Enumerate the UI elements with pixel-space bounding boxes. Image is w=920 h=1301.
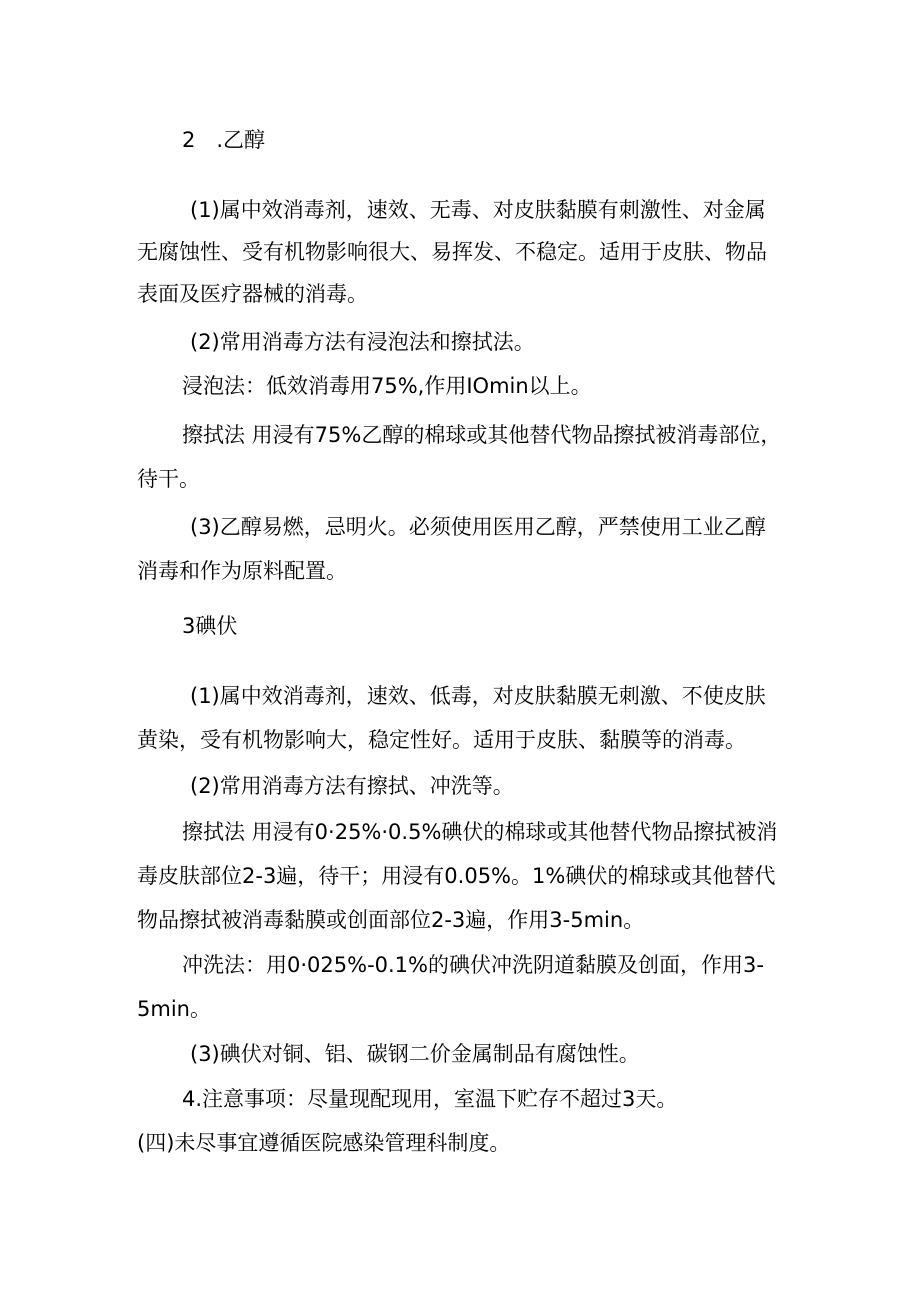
section-2-p5-line2: 消毒和作为原料配置。 [137,559,347,583]
section-2-p5-line1: (3)乙醇易燃，忌明火。必须使用医用乙醇，严禁使用工业乙醇 [190,515,766,539]
section-3-p3-line3: 物品擦拭被消毒黏膜或创面部位2-3遍，作用3-5min。 [137,908,645,932]
section-2-p3: 浸泡法：低效消毒用75%,作用IOmin以上。 [182,374,592,398]
section-2-p4-line1: 擦拭法 用浸有75%乙醇的棉球或其他替代物品擦拭被消毒部位， [182,423,782,447]
section-iv-closing: (四)未尽事宜遵循医院感染管理科制度。 [137,1131,511,1155]
section-2-heading: 2 .乙醇 [182,128,266,152]
section-3-p2: (2)常用消毒方法有擦拭、冲洗等。 [190,774,514,798]
section-3-p1-line1: (1)属中效消毒剂，速效、低毒，对皮肤黏膜无刺激、不使皮肤 [190,684,766,708]
section-3-heading: 3碘伏 [182,614,238,638]
section-2-p1-line3: 表面及医疗器械的消毒。 [137,282,368,306]
section-4-notes: 4.注意事项：尽量现配现用，室温下贮存不超过3天。 [182,1087,678,1111]
section-3-p3-line1: 擦拭法 用浸有0·25%·0.5%碘伏的棉球或其他替代物品擦拭被消 [182,820,778,844]
section-2-p1-line1: (1)属中效消毒剂，速效、无毒、对皮肤黏膜有刺激性、对金属 [190,198,766,222]
section-3-p5: (3)碘伏对铜、铝、碳钢二价金属制品有腐蚀性。 [190,1042,640,1066]
section-2-p2: (2)常用消毒方法有浸泡法和擦拭法。 [190,330,535,354]
section-3-p4-line1: 冲洗法：用0·025%-0.1%的碘伏冲洗阴道黏膜及创面，作用3- [182,953,764,977]
section-3-p1-line2: 黄染，受有机物影响大，稳定性好。适用于皮肤、黏膜等的消毒。 [137,728,746,752]
section-2-p4-line2: 待干。 [137,467,200,491]
section-2-p1-line2: 无腐蚀性、受有机物影响很大、易挥发、不稳定。适用于皮肤、物品 [137,240,767,264]
section-3-p3-line2: 毒皮肤部位2-3遍，待干；用浸有0.05%。1%碘伏的棉球或其他替代 [137,864,776,888]
section-3-p4-line2: 5min。 [137,997,211,1021]
